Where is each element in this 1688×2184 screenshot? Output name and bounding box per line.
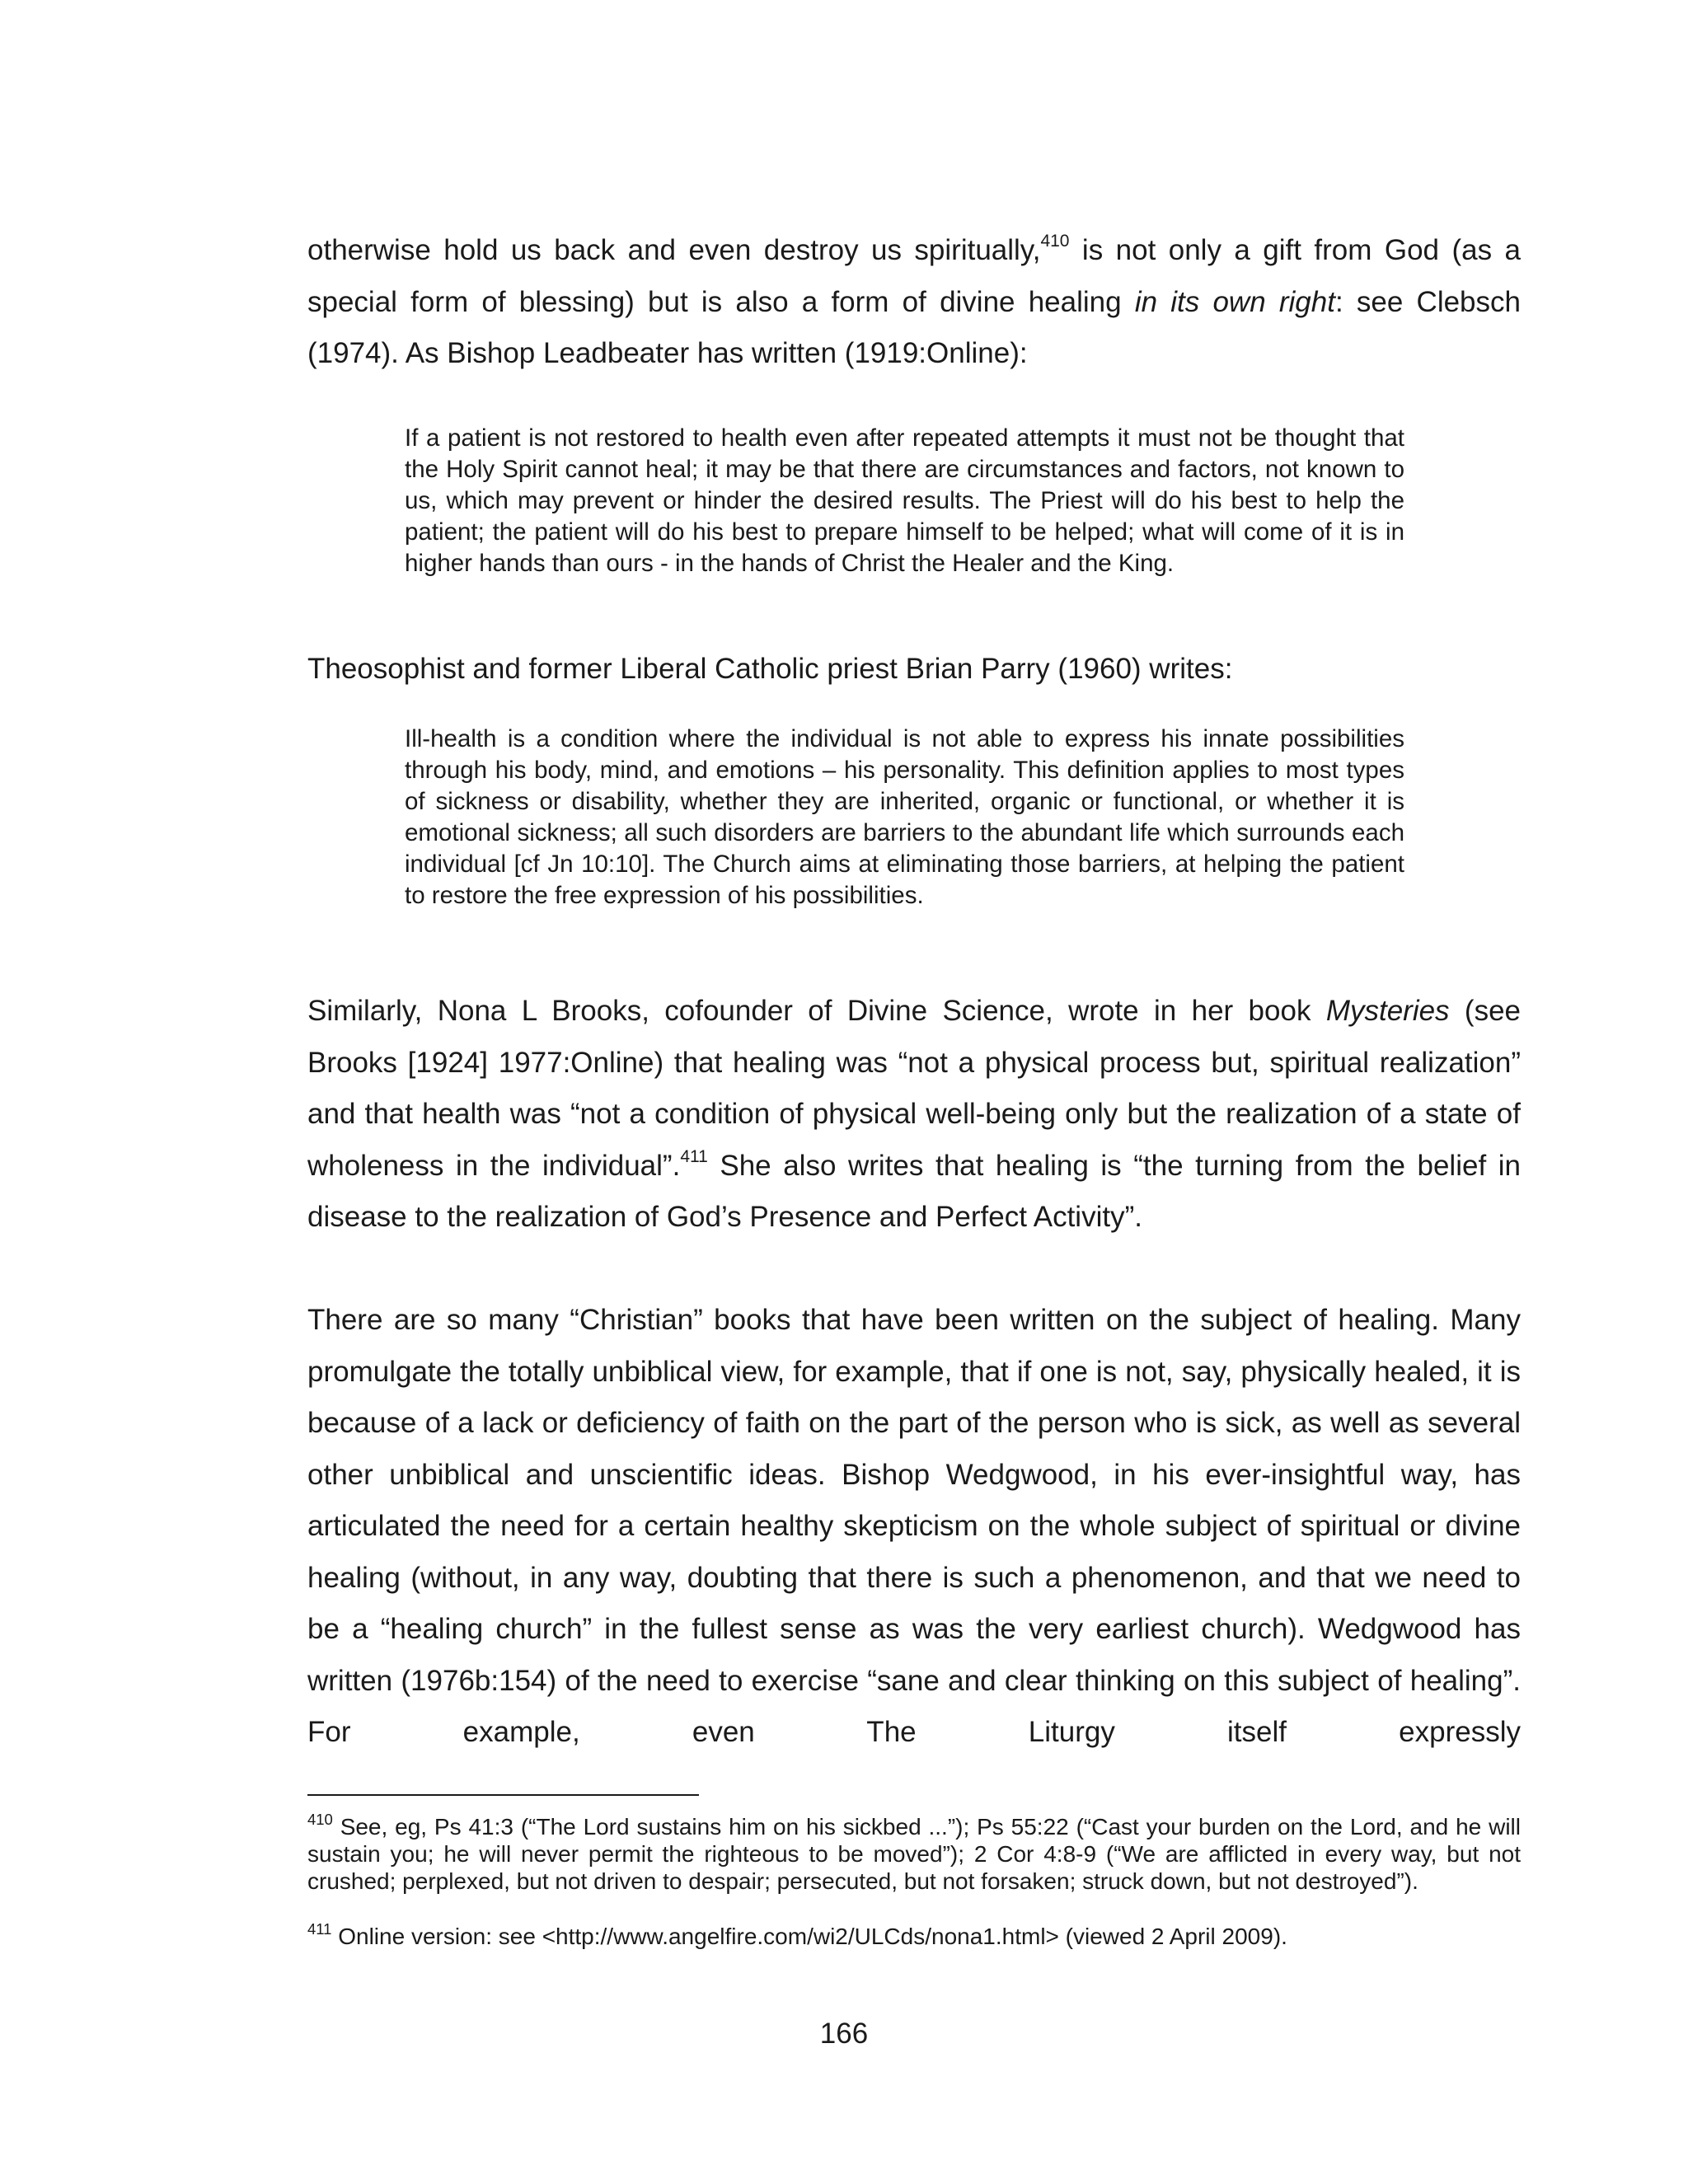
block-quote-parry: Ill-health is a condition where the individual is not able to express his innate possibilities through his body, mind, and emotions – his personality. This definition applies to most types of sickness or disability, whether they are inherited, organic or functional, or whether it is emotional sickness; all such disorders are barriers to the abundant life which surrounds each individual [cf Jn 10:10]. The Church aims at eliminating those barriers, at helping the patient to restore the free expression of his possibilities. <box>405 725 1404 909</box>
paragraph-christian-books: There are so many “Christian” books that have been written on the subject of healing. Many promulgate the totally unbiblical view, for example, that if one is not, say, physically healed, it is because of a lack or deficiency of faith on the part of the person who is sick, as well as several other unbiblical and unscientific ideas. Bishop Wedgwood, in his ever-insightful way, has articulated the need for a certain healthy skepticism on the whole subject of spiritual or divine healing (without, in any way, doubting that there is such a phenomenon, and that we need to be a “healing church” in the fullest sense as was the very earliest church). Wedgwood has written (1976b:154) of the need to exercise “sane and clear thinking on this subject of healing”. For example, even The Liturgy itself expressly <box>307 1304 1521 1748</box>
paragraph-text: is not only a gift from God (as a special form of blessing) but is also a form of divine healing <box>307 234 1521 318</box>
paragraph-text: She also writes that healing is “the turning from the belief in disease to the realization of God’s Presence and Perfect Activity”. <box>307 1149 1521 1233</box>
footnote-411 <box>307 1919 1521 1950</box>
paragraph-continuation <box>307 225 1521 380</box>
paragraph-text: Similarly, Nona L Brooks, cofounder of Divine Science, wrote in her book <box>307 995 1326 1027</box>
paragraph-parry-intro: Theosophist and former Liberal Catholic priest Brian Parry (1960) writes: <box>307 653 1233 685</box>
footnote-mark: 411 <box>307 1919 332 1938</box>
footnote-mark: 410 <box>307 1810 333 1828</box>
paragraph-text: otherwise hold us back and even destroy us spiritually, <box>307 234 1041 266</box>
footnote-410 <box>307 1810 1521 1895</box>
paragraph-text: (see Brooks [1924] 1977:Online) that healing was “not a physical process but, spiritual realization” and that health was “not a condition of physical well-being only but the realization of a state of wholeness in the individual”. <box>307 995 1522 1182</box>
block-quote-leadbeater: If a patient is not restored to health even after repeated attempts it must not be thought that the Holy Spirit cannot heal; it may be that there are circumstances and factors, not known to us, which may prevent or hinder the desired results. The Priest will do his best to help the patient; the patient will do his best to prepare himself to be helped; what will come of it is in higher hands than ours - in the hands of Christ the Healer and the King. <box>405 424 1404 577</box>
footnote-reference-410[interactable]: 410 <box>1040 232 1070 251</box>
paragraph-text: : see Clebsch (1974). As Bishop Leadbeater has written (1919:Online): <box>307 285 1521 369</box>
footnote-separator <box>307 1794 699 1796</box>
paragraph-brooks <box>307 986 1521 1244</box>
footnote-text: Online version: see <http://www.angelfire.com/wi2/ULCds/nona1.html> (viewed 2 April 2009). <box>331 1924 1287 1949</box>
emphasis-text: in its own right <box>1134 285 1335 318</box>
footnote-text: See, eg, Ps 41:3 (“The Lord sustains him on his sickbed ...”); Ps 55:22 (“Cast your burden on the Lord, and he will sustain you; he will never permit the righteous to be moved”); 2 Cor 4:8-9 (“We are afflicted in every way, but not crushed; perplexed, but not driven to despair; persecuted, but not forsaken; struck down, but not destroyed”). <box>307 1814 1521 1894</box>
book-title-mysteries: Mysteries <box>1325 995 1450 1027</box>
page-number: 166 <box>819 2018 869 2050</box>
footnote-reference-411[interactable]: 411 <box>680 1146 708 1166</box>
